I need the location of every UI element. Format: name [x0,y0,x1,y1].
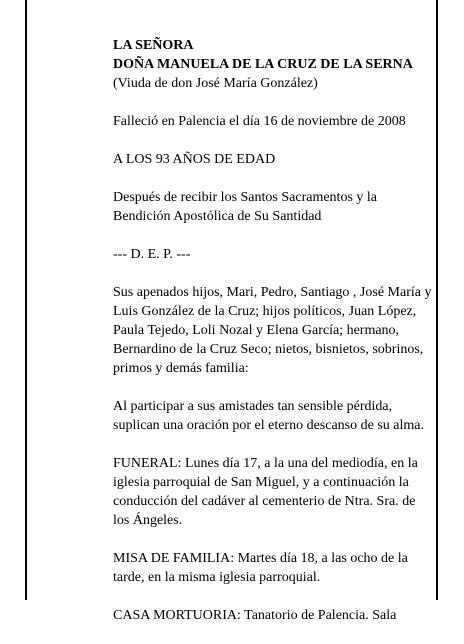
mortuary-info: CASA MORTUORIA: Tanatorio de Palencia. Sala [113,608,397,623]
family-paragraph: Sus apenados hijos, Mari, Pedro, Santiago , José María y Luis González de la Cruz; hijos políticos, Juan López, Paula Tejedo, Loli Nozal y Elena García; hermano, Bernardino de la Cruz Seco; nietos, bisnietos, sobrinos, primos y demás familia: [113,285,432,376]
death-statement: Falleció en Palencia el día 16 de noviembre de 2008 [113,114,406,129]
widow-note: (Viuda de don José María González) [113,76,318,91]
deceased-name: DOÑA MANUELA DE LA CRUZ DE LA SERNA [113,57,413,72]
funeral-info: FUNERAL: Lunes día 17, a la una del mediodía, en la iglesia parroquial de San Miguel, y a continuación la conducción del cadáver al cementerio de Ntra. Sra. de los Ángeles. [113,456,418,528]
age-statement: A LOS 93 AÑOS DE EDAD [113,152,276,167]
family-mass-info: MISA DE FAMILIA: Martes día 18, a las ocho de la tarde, en la misma iglesia parroquial. [113,551,408,585]
honorific-title: LA SEÑORA [113,38,194,53]
dep-line: --- D. E. P. --- [113,247,191,262]
prayer-request: Al participar a sus amistades tan sensible pérdida, suplican una oración por el eterno descanso de su alma. [113,399,425,433]
obituary-notice [113,36,433,644]
sacraments-statement: Después de recibir los Santos Sacramentos y la Bendición Apostólica de Su Santidad [113,190,377,224]
notice-heading [113,36,433,93]
